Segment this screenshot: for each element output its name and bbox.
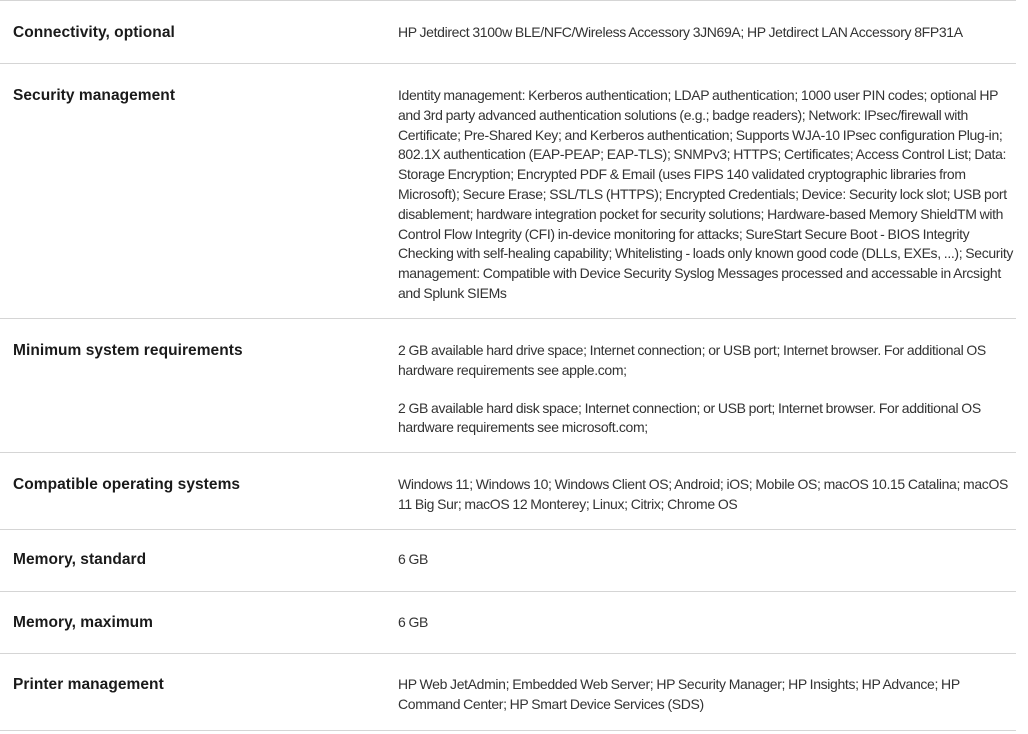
- spec-value-text-windows: 2 GB available hard disk space; Internet connection; or USB port; Internet browser. For additional OS hardware requirements see microsoft.com;: [398, 399, 981, 436]
- spec-value: [398, 550, 1018, 570]
- spec-value-text-mac: 2 GB available hard drive space; Internet connection; or USB port; Internet browser. For additional OS hardware requirements see apple.com;: [398, 342, 986, 378]
- spec-row-printer-management: [0, 653, 1016, 731]
- spec-row-compatible-operating-systems: [0, 452, 1016, 529]
- spec-label: Minimum system requirements: [13, 342, 243, 359]
- spec-label: Memory, maximum: [13, 614, 154, 631]
- spec-label: Memory, standard: [13, 551, 147, 568]
- spec-value: [398, 613, 1018, 633]
- spec-label: Compatible operating systems: [13, 476, 241, 493]
- spec-label: Security management: [13, 87, 176, 104]
- spec-value-text: HP Web JetAdmin; Embedded Web Server; HP Security Manager; HP Insights; HP Advance; HP Command Center; HP Smart Device Services (SDS): [398, 676, 960, 712]
- spec-row-minimum-system-requirements: [0, 318, 1016, 452]
- spec-row-memory-maximum: [0, 591, 1016, 653]
- spec-value: [398, 475, 1018, 515]
- spec-value-text: 6 GB: [398, 614, 429, 630]
- spec-value-text: Windows 11; Windows 10; Windows Client OS; Android; iOS; Mobile OS; macOS 10.15 Catalina; macOS 11 Big Sur; macOS 12 Monterey; Linux; Citrix; Chrome OS: [398, 476, 1008, 512]
- spec-value-text: HP Jetdirect 3100w BLE/NFC/Wireless Accessory 3JN69A; HP Jetdirect LAN Accessory 8FP31A: [398, 24, 963, 40]
- spec-label: Printer management: [13, 676, 164, 693]
- spec-row-memory-standard: [0, 529, 1016, 591]
- spec-value: [398, 341, 1018, 438]
- spec-row-connectivity-optional: [0, 0, 1016, 63]
- spec-label: Connectivity, optional: [13, 24, 175, 41]
- spec-value-text: Identity management: Kerberos authentication; LDAP authentication; 1000 user PIN codes; optional HP and 3rd party advanced authentication solutions (e.g.; badge readers); Network: IPsec/firewall with Certificate; Pre-Shared Key; and Kerberos authentication; Supports WJA-10 IPsec configuration Plug-in; 802.1X authentication (EAP-PEAP; EAP-TLS); SNMPv3; HTTPS; Certificates; Access Control List; Data: Storage Encryption; Encrypted PDF & Email (uses FIPS 140 validated cryptographic libraries from Microsoft); Secure Erase; SSL/TLS (HTTPS); Encrypted Credentials; Device: Security lock slot; USB port disablement; hardware integration pocket for security solutions; Hardware-based Memory ShieldTM with Control Flow Integrity (CFI) in-device monitoring for attacks; SureStart Secure Boot - BIOS Integrity Checking with self-healing capability; Whitelisting - loads only known good code (DLLs, EXEs, ...); Security management: Compatible with Device Security Syslog Messages processed and accessable in Arcsight and Splunk SIEMs: [398, 87, 1014, 301]
- spec-value: [398, 675, 1018, 715]
- spec-value-text: 6 GB: [398, 551, 429, 567]
- spec-value: [398, 86, 1018, 304]
- spec-row-security-management: [0, 63, 1016, 318]
- spec-value: [398, 23, 1018, 43]
